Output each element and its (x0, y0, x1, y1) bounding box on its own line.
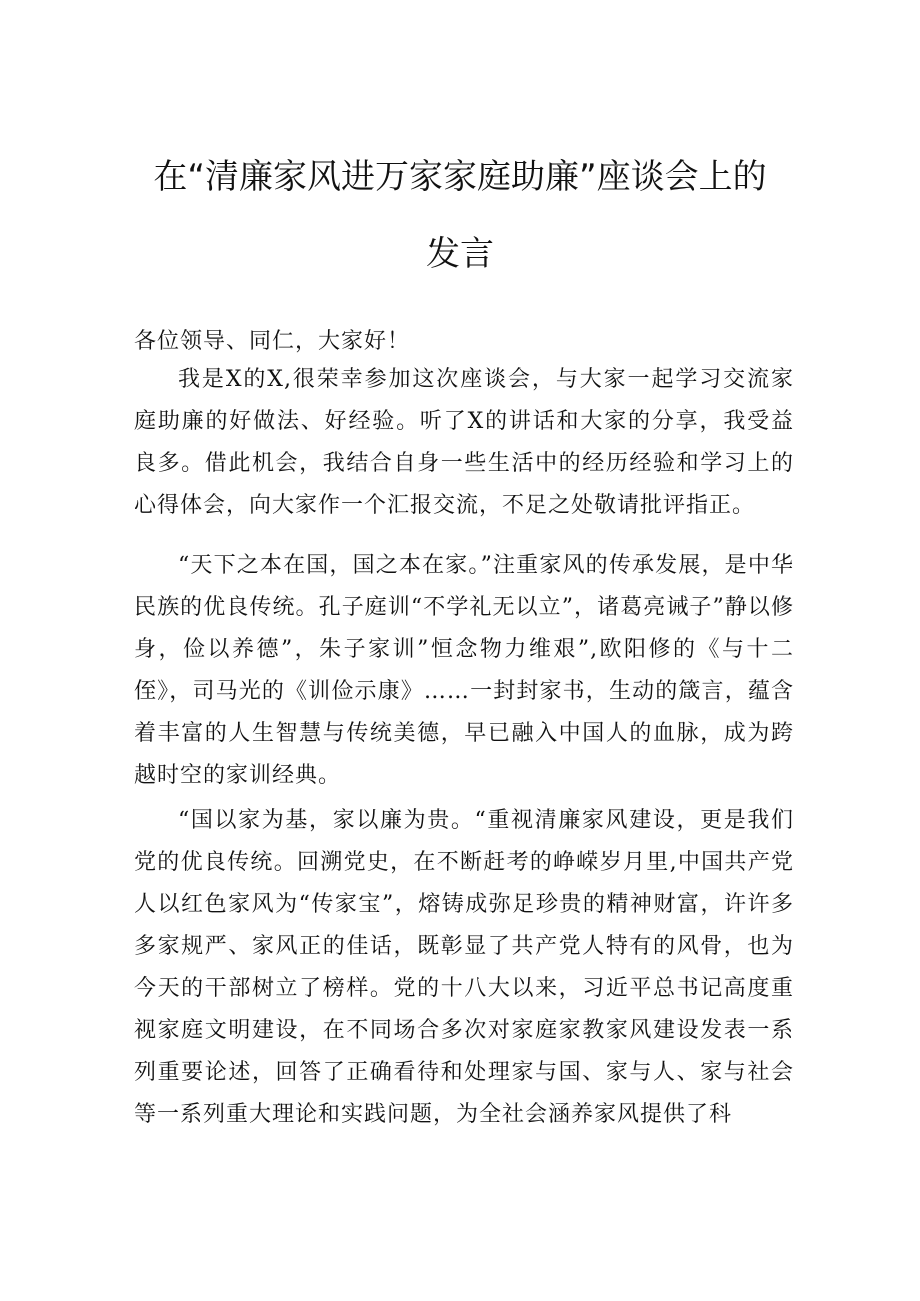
salutation: 各位领导、同仁，大家好！ (134, 329, 411, 354)
paragraph-introduction: 我是X的X,很荣幸参加这次座谈会，与大家一起学习交流家庭助廉的好做法、好经验。听了X的讲话和大家的分享，我受益良多。借此机会，我结合自身一些生活中的经历经验和学习上的心得体会，向大家作一个汇报交流，不足之处敬请批评指正。 (134, 367, 794, 518)
document-title-line-2: 发言 (426, 234, 494, 274)
paragraph-family-tradition: “天下之本在国，国之本在家。”注重家风的传承发展，是中华民族的优良传统。孔子庭训“不学礼无以立”，诸葛亮诫子”静以修身，俭以养德”，朱子家训”恒念物力维艰”,欧阳修的《与十二侄》，司马光的《训俭示康》……一封封家书，生动的箴言，蕴含着丰富的人生智慧与传统美德，早已融入中国人的血脉，成为跨越时空的家训经典。 (134, 553, 794, 788)
document-title-line-1: 在“清廉家风进万家家庭助廉”座谈会上的 (153, 157, 767, 197)
paragraph-party-tradition: “国以家为基，家以廉为贵。“重视清廉家风建设，更是我们党的优良传统。回溯党史，在不断赶考的峥嵘岁月里,中国共产党人以红色家风为“传家宝”，熔铸成弥足珍贵的精神财富，许许多多家规严、家风正的佳话，既彰显了共产党人特有的风骨，也为今天的干部树立了榜样。党的十八大以来，习近平总书记高度重视家庭文明建设，在不同场合多次对家庭家教家风建设发表一系列重要论述，回答了正确看待和处理家与国、家与人、家与社会等一系列重大理论和实践问题，为全社会涵养家风提供了科 (134, 808, 794, 1127)
